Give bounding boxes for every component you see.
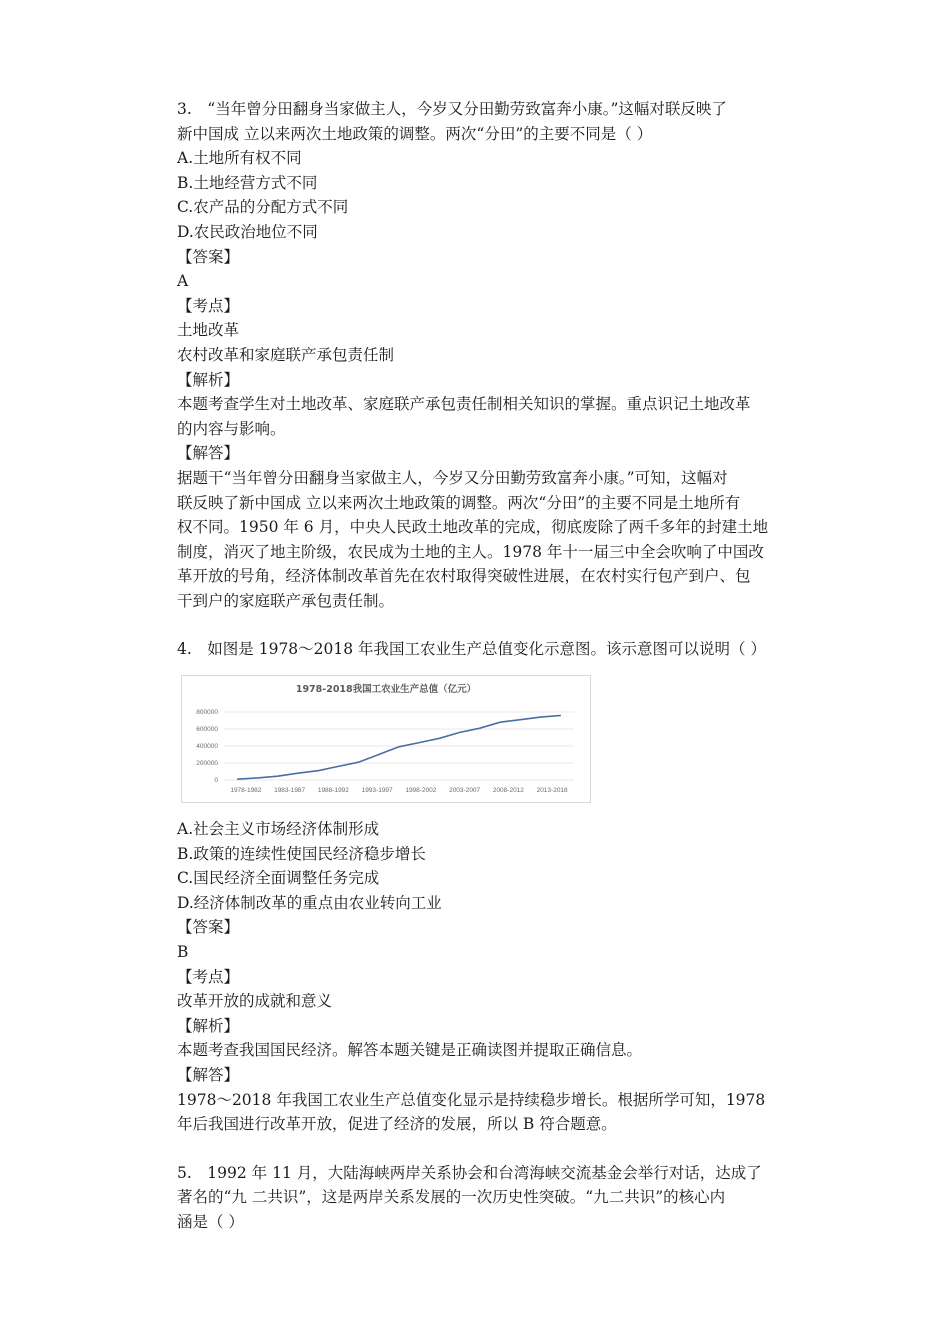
x-tick-label: 2008-2012 [492,787,524,795]
q3-analysis-line-2: 的内容与影响。 [177,419,286,438]
q3-option-c: C.农产品的分配方式不同 [177,198,349,217]
q3-point-heading: 【考点】 [177,296,240,315]
q4-option-b: B.政策的连续性使国民经济稳步增长 [177,844,426,863]
x-tick-label: 1978-1982 [230,787,262,795]
q3-solution-line-3: 权不同。1950 年 6 月，中央人民政土地改革的完成，彻底废除了两千多年的封建土地 [177,518,769,537]
q3-analysis-heading: 【解析】 [177,370,240,389]
x-tick-label: 1983-1987 [274,787,306,795]
q3-solution-heading: 【解答】 [177,444,240,463]
q4-analysis-heading: 【解析】 [177,1016,240,1035]
q4-solution-line-2: 年后我国进行改革开放，促进了经济的发展，所以 B 符合题意。 [177,1115,617,1134]
q3-point-2: 农村改革和家庭联产承包责任制 [177,345,395,364]
q3-point-1: 土地改革 [177,321,240,340]
q3-solution-line-5: 革开放的号角，经济体制改革首先在农村取得突破性进展，在农村实行包产到户、包 [177,567,751,586]
x-tick-label: 1988-1992 [317,787,349,795]
chart-y-ticks [196,709,218,784]
q4-point-heading: 【考点】 [177,967,240,986]
document-page [177,97,817,1235]
question-5 [177,1161,817,1235]
q4-stem: 4. 如图是 1978～2018 年我国工农业生产总值变化示意图。该示意图可以说明（ ） [177,640,766,659]
y-tick-label: 0 [214,777,218,785]
q5-stem-line-1: 5. 1992 年 11 月，大陆海峡两岸关系协会和台湾海峡交流基金会举行对话，达成了 [177,1163,762,1182]
y-tick-label: 800000 [196,709,218,717]
spacer [177,613,817,637]
q5-stem-line-3: 涵是（ ） [177,1212,244,1231]
q4-solution-heading: 【解答】 [177,1066,240,1084]
y-tick-label: 600000 [196,726,218,734]
q3-option-a: A.土地所有权不同 [177,149,302,168]
q3-answer: A [177,272,189,291]
x-tick-label: 1993-1997 [361,787,393,795]
q3-answer-heading: 【答案】 [177,247,240,266]
x-tick-label: 2013-2018 [536,787,568,795]
chart-svg [182,676,590,802]
y-tick-label: 400000 [196,743,218,751]
chart-x-ticks [230,787,568,794]
y-tick-label: 200000 [196,760,218,768]
q4-analysis-line-1: 本题考查我国国民经济。解答本题关键是正确读图并提取正确信息。 [177,1041,643,1060]
q3-option-b: B.土地经营方式不同 [177,173,318,192]
chart-title: 1978-2018我国工农业生产总值（亿元） [295,684,477,696]
q3-solution-line-2: 联反映了新中国成 立以来两次土地政策的调整。两次“分田”的主要不同是土地所有 [177,493,741,512]
q3-solution-line-1: 据题干“当年曾分田翻身当家做主人，今岁又分田勤劳致富奔小康。”可知，这幅对 [177,468,728,487]
q4-solution-line-1: 1978～2018 年我国工农业生产总值变化显示是持续稳步增长。根据所学可知，1978 [177,1090,766,1109]
q3-stem-line-2: 新中国成 立以来两次土地政策的调整。两次“分田”的主要不同是（ ） [177,124,653,143]
q5-stem-line-2: 著名的“九 二共识”，这是两岸关系发展的一次历史性突破。“九二共识”的核心内 [177,1188,726,1207]
question-3 [177,97,817,613]
spacer [177,1137,817,1161]
q4-point-1: 改革开放的成就和意义 [177,992,333,1011]
series-line [237,715,561,779]
q3-solution-line-4: 制度，消灭了地主阶级，农民成为土地的主人。1978 年十一届三中全会吹响了中国改 [177,542,764,561]
x-tick-label: 2003-2007 [449,787,481,795]
q4-answer-heading: 【答案】 [177,918,240,937]
q4-option-c: C.国民经济全面调整任务完成 [177,869,380,888]
x-tick-label: 1998-2002 [405,787,437,795]
gdp-line-chart [181,675,591,803]
question-4 [177,637,817,1136]
q3-stem-line-1: 3. “当年曾分田翻身当家做主人，今岁又分田勤劳致富奔小康。”这幅对联反映了 [177,100,727,118]
q4-option-d: D.经济体制改革的重点由农业转向工业 [177,893,442,912]
q4-answer: B [177,943,189,962]
q3-solution-line-6: 干到户的家庭联产承包责任制。 [177,591,395,610]
q3-analysis-line-1: 本题考查学生对土地改革、家庭联产承包责任制相关知识的掌握。重点识记土地改革 [177,395,751,414]
q3-option-d: D.农民政治地位不同 [177,222,318,241]
q4-option-a: A.社会主义市场经济体制形成 [177,820,380,839]
